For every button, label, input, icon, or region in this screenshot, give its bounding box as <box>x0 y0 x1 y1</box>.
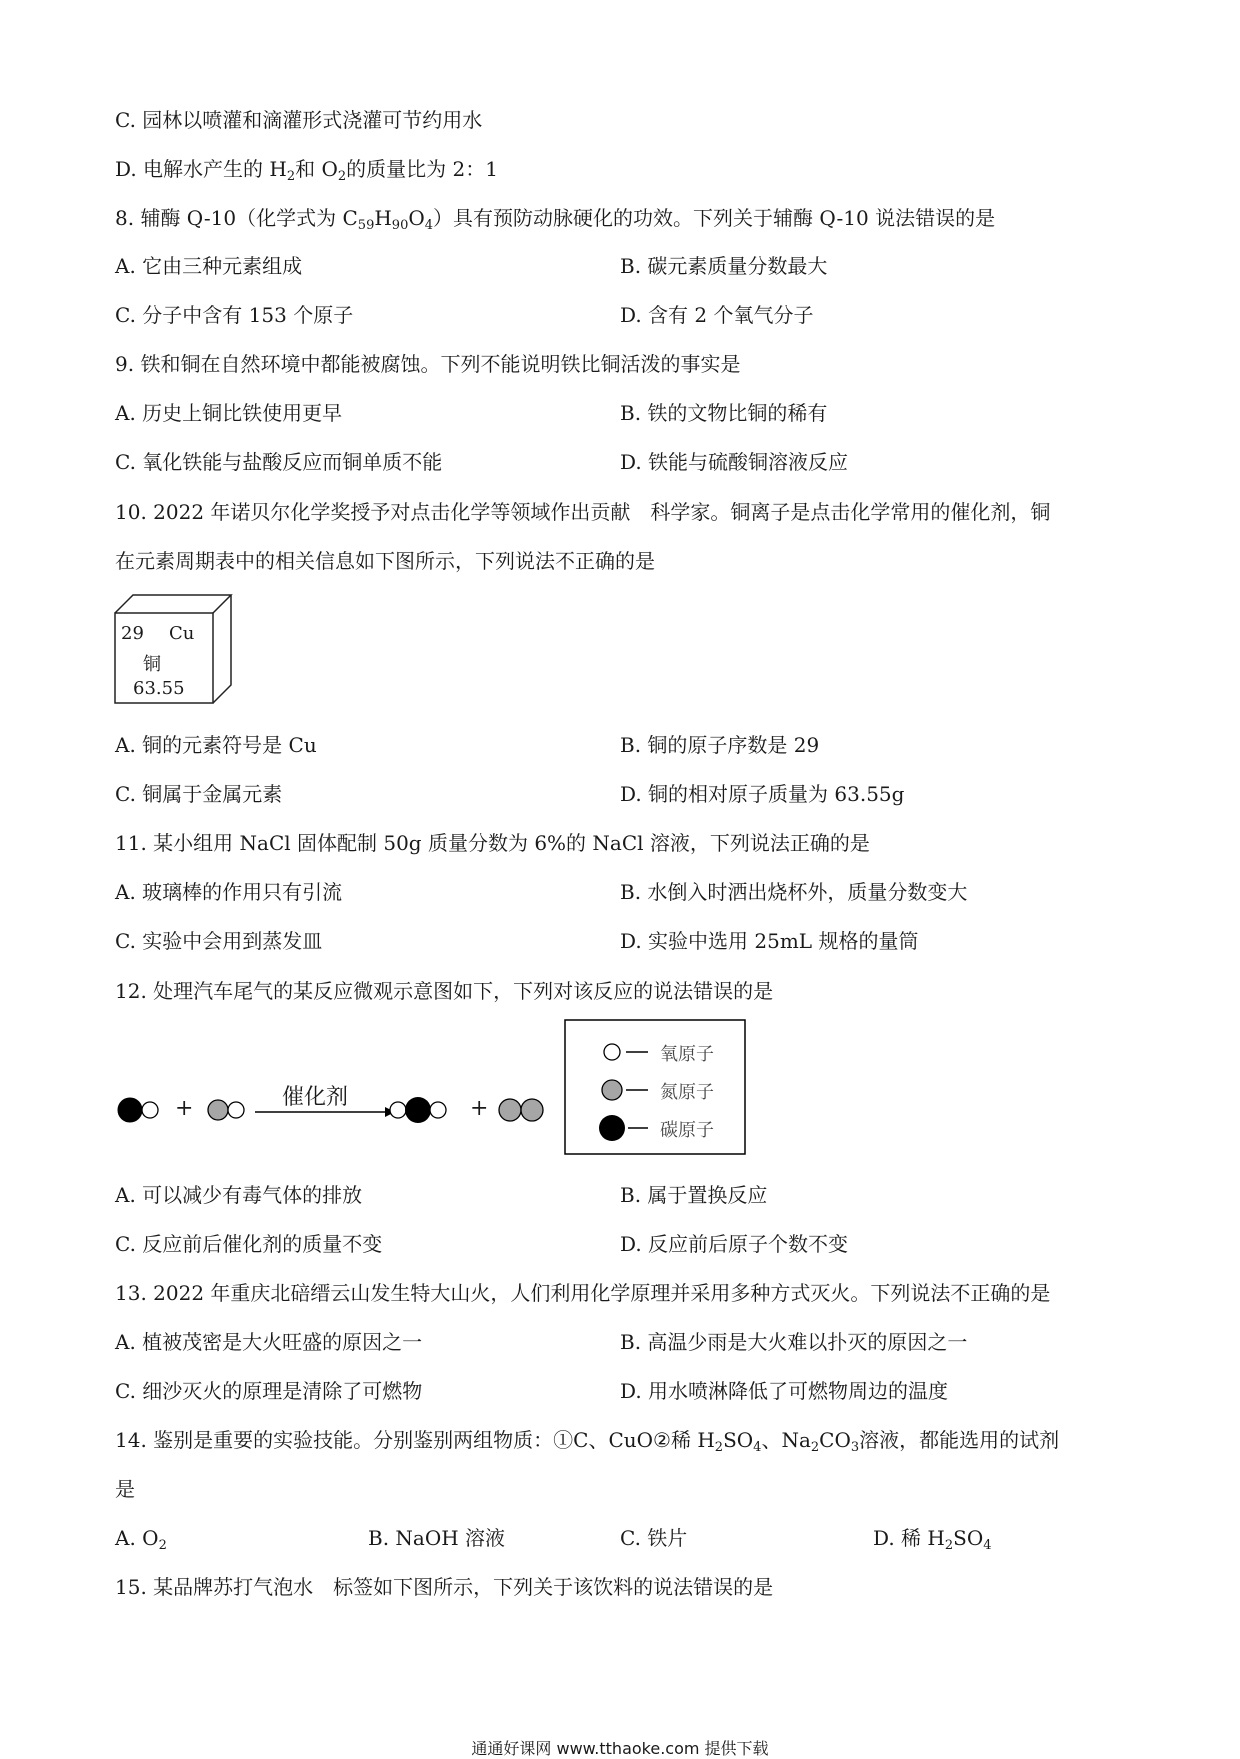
q12-question: 12. 处理汽车尾气的某反应微观示意图如下，下列对该反应的说法错误的是 <box>115 979 774 1003</box>
q14-option-b: B. NaOH 溶液 <box>368 1526 506 1550</box>
legend-nitrogen: 氮原子 <box>660 1082 714 1103</box>
q11-option-b: B. 水倒入时洒出烧杯外，质量分数变大 <box>620 880 968 904</box>
q9-option-a: A. 历史上铜比铁使用更早 <box>115 401 343 425</box>
element-name: 铜 <box>143 654 161 675</box>
q14-option-d: D. 稀 $H_2SO_4$ <box>873 1526 992 1553</box>
q11-option-a: A. 玻璃棒的作用只有引流 <box>115 880 343 904</box>
element-mass: 63.55 <box>133 678 185 699</box>
molecule-co-reactant <box>118 1098 158 1122</box>
legend-carbon: 碳原子 <box>660 1120 714 1141</box>
q11-option-c: C. 实验中会用到蒸发皿 <box>115 929 323 953</box>
q11-question: 11. 某小组用 NaCl 固体配制 50g 质量分数为 6%的 NaCl 溶液，下列说法正确的是 <box>115 831 870 855</box>
q12-option-b: B. 属于置换反应 <box>620 1183 768 1207</box>
q14-question-line2: 是 <box>115 1477 135 1501</box>
q10-option-b: B. 铜的原子序数是 29 <box>620 733 820 757</box>
q14-option-a: A. $O_2$ <box>115 1526 167 1553</box>
q10-option-a: A. 铜的元素符号是 Cu <box>115 733 317 757</box>
q14-option-c: C. 铁片 <box>620 1526 688 1550</box>
q12-option-d: D. 反应前后原子个数不变 <box>620 1232 849 1256</box>
element-symbol: Cu <box>169 623 195 644</box>
molecule-no-reactant <box>208 1100 244 1120</box>
q8-option-a: A. 它由三种元素组成 <box>115 254 303 278</box>
q9-option-b: B. 铁的文物比铜的稀有 <box>620 401 828 425</box>
element-card-copper <box>113 593 233 705</box>
page-footer: 通通好课网 www.tthaoke.com 提供下载 <box>471 1739 769 1758</box>
q12-option-a: A. 可以减少有毒气体的排放 <box>115 1183 363 1207</box>
molecule-n2-product <box>499 1099 543 1121</box>
q14-question-line1: 14. 鉴别是重要的实验技能。分别鉴别两组物质：①C、CuO②稀 $H_2SO_4$、$Na_2CO_3$溶液，都能选用的试剂 <box>115 1428 1060 1455</box>
plus-sign-1: + <box>175 1096 194 1121</box>
element-number: 29 <box>121 623 144 644</box>
q13-option-b: B. 高温少雨是大火难以扑灭的原因之一 <box>620 1330 968 1354</box>
q9-option-d: D. 铁能与硫酸铜溶液反应 <box>620 450 849 474</box>
q13-question: 13. 2022 年重庆北碚缙云山发生特大山火，人们利用化学原理并采用多种方式灭火。下列说法不正确的是 <box>115 1281 1051 1305</box>
legend-oxygen: 氧原子 <box>660 1044 714 1065</box>
q15-question: 15. 某品牌苏打气泡水 标签如下图所示，下列关于该饮料的说法错误的是 <box>115 1575 774 1599</box>
q13-option-a: A. 植被茂密是大火旺盛的原因之一 <box>115 1330 423 1354</box>
q8-question: 8. 辅酶 Q-10（化学式为 $C_{59}H_{90}O_4$）具有预防动脉硬化的功效。下列关于辅酶 Q-10 说法错误的是 <box>115 206 996 233</box>
q10-question-line2: 在元素周期表中的相关信息如下图所示，下列说法不正确的是 <box>115 549 655 573</box>
q8-option-c: C. 分子中含有 153 个原子 <box>115 303 354 327</box>
molecule-co2-product <box>390 1097 446 1123</box>
q9-question: 9. 铁和铜在自然环境中都能被腐蚀。下列不能说明铁比铜活泼的事实是 <box>115 352 741 376</box>
q10-option-c: C. 铜属于金属元素 <box>115 782 283 806</box>
reaction-diagram <box>110 1010 760 1160</box>
q12-option-c: C. 反应前后催化剂的质量不变 <box>115 1232 383 1256</box>
q13-option-c: C. 细沙灭火的原理是清除了可燃物 <box>115 1379 423 1403</box>
q11-option-d: D. 实验中选用 25mL 规格的量筒 <box>620 929 919 953</box>
q7-option-c: C. 园林以喷灌和滴灌形式浇灌可节约用水 <box>115 108 483 132</box>
q7-option-d: D. 电解水产生的 $H_2$和 $O_2$的质量比为 2：1 <box>115 157 498 184</box>
catalyst-label: 催化剂 <box>282 1085 349 1110</box>
q13-option-d: D. 用水喷淋降低了可燃物周边的温度 <box>620 1379 949 1403</box>
q8-option-b: B. 碳元素质量分数最大 <box>620 254 828 278</box>
q8-option-d: D. 含有 2 个氧气分子 <box>620 303 814 327</box>
plus-sign-2: + <box>470 1096 489 1121</box>
q9-option-c: C. 氧化铁能与盐酸反应而铜单质不能 <box>115 450 443 474</box>
q10-option-d: D. 铜的相对原子质量为 63.55g <box>620 782 905 806</box>
q10-question-line1: 10. 2022 年诺贝尔化学奖授予对点击化学等领域作出贡献 科学家。铜离子是点击化学常用的催化剂，铜 <box>115 500 1051 524</box>
